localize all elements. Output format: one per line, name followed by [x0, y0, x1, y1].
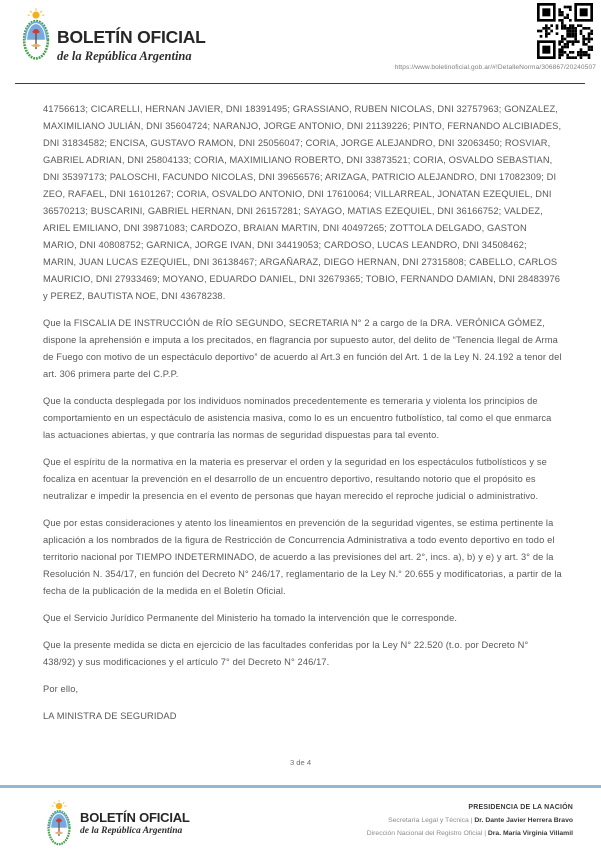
brand-title: BOLETÍN OFICIAL [80, 810, 190, 825]
header-brand [57, 29, 206, 64]
paragraph-fiscalia: Que la FISCALIA DE INSTRUCCIÓN de RÍO SEGUNDO, SECRETARIA N° 2 a cargo de la DRA. VERÓNICA GÓMEZ, dispone la aprehensión e imputa a los precitados, en flagrancia por supuesto autor, del delito de “Tenencia Ilegal de Arma de Fuego con motivo de un espectáculo deportivo” de acuerdo al Art.3 en función del Art. 1 de la Ley N. 24.192 a tenor del art. 306 primera parte del C.P.P. [43, 318, 562, 379]
paragraph-servicio-juridico: Que el Servicio Jurídico Permanente del Ministerio ha tomado la intervención que le corresponde. [43, 613, 458, 623]
footer-authorities [367, 804, 573, 837]
page-indicator: 3 de 4 [289, 758, 312, 767]
footer-brand [80, 811, 190, 836]
argentina-coat-of-arms-icon [19, 7, 53, 64]
paragraph-dni-list: 41756613; CICARELLI, HERNAN JAVIER, DNI 18391495; GRASSIANO, RUBEN NICOLAS, DNI 32757963; GONZALEZ, MAXIMILIANO JULIÁN, DNI 35604724; NARANJO, JORGE ANTONIO, DNI 21139226; PINTO, FERNANDO ALCIBIADES, DNI 31834582; ENCISA, GUSTAVO RAMON, DNI 25056047; CORIA, JORGE ALEJANDRO, DNI 32063450; ROSVIAR, GABRIEL ADRIAN, DNI 25804133; CORIA, MAXIMILIANO ROBERTO, DNI 33873521; CORIA, OSVALDO SEBASTIAN, DNI 35397173; PALOSCHI, FACUNDO NICOLAS, DNI 39656576; ARIZAGA, PATRICIO ALEJANDRO, DNI 17082309; DI ZEO, RAFAEL, DNI 16101267; CORIA, OSVALDO ANTONIO, DNI 17610064; VILLARREAL, JONATAN EZEQUIEL, DNI 36570213; BUSCARINI, GABRIEL HERNAN, DNI 26157281; SAYAGO, MATIAS EZEQUIEL, DNI 36166752; VALDEZ, ARIEL EMILIANO, DNI 39871083; CARDOZO, BRAIAN MARTIN, DNI 40497265; ZOTTOLA DELGADO, GASTON MARIO, DNI 40808752; GARNICA, JORGE IVAN, DNI 34419053; CARDOSO, LUCAS LEANDRO, DNI 34508462; MARIN, JUAN LUCAS EZEQUIEL, DNI 36138467; ARGAÑARAZ, DIEGO HERNAN, DNI 27315808; CABELLO, CARLOS MAURICIO, DNI 27933469; MOYANO, EDUARDO DANIEL, DNI 32679365; TOBIO, FERNANDO DAMIAN, DNI 28483976 y PEREZ, BAUTISTA NOE, DNI 43678238. [43, 104, 562, 301]
direccion-line [367, 830, 573, 837]
paragraph-ministra: LA MINISTRA DE SEGURIDAD [43, 711, 177, 721]
brand-title: BOLETÍN OFICIAL [57, 27, 206, 47]
footer-accent-bar [0, 785, 601, 788]
paragraph-restriccion: Que por estas consideraciones y atento los lineamientos en prevención de la seguridad vigentes, se estima pertinente la aplicación a los nombrados de la figura de Restricción de Concurrencia Administrativa a todo evento deportivo en todo el territorio nacional por TIEMPO INDETERMINADO, de acuerdo a las previsiones del art. 2°, incs. a), b) y e) y art. 3° de la Resolución N. 354/17, en función del Decreto N° 246/17, reglamentario de la Ley N.° 20.655 y modificatorias, a partir de la fecha de la publicación de la medida en el Boletín Oficial. [43, 518, 562, 596]
direccion-name: Dra. María Virginia Villamil [487, 830, 573, 837]
secretaria-line [367, 817, 573, 824]
header-divider [15, 83, 585, 84]
paragraph-facultades: Que la presente medida se dicta en ejercicio de las facultades conferidas por la Ley N° 22.520 (t.o. por Decreto N° 438/92) y sus modificaciones y el artículo 7° del Decreto N° 246/17. [43, 640, 529, 667]
norma-url: https://www.boletinoficial.gob.ar/#!DetalleNorma/306867/20240507 [394, 64, 596, 71]
brand-subtitle: de la República Argentina [80, 826, 183, 836]
brand-subtitle: de la República Argentina [57, 48, 192, 63]
paragraph-espiritu-normativa: Que el espíritu de la normativa en la materia es preservar el orden y la seguridad en los espectáculos futbolísticos y se focaliza en acentuar la prevención en el desarrollo de un encuentro deportivo, resultando notorio que el propósito es neutralizar e impedir la presencia en el evento de personas que hayan merecido el reproche judicial o administrativo. [43, 457, 547, 501]
paragraph-por-ello: Por ello, [43, 684, 79, 694]
paragraph-conducta: Que la conducta desplegada por los individuos nominados precedentemente es temeraria y violenta los principios de comportamiento en un espectáculo de asistencia masiva, como lo es un encuentro futbolístico, tal como el que enmarca las actuaciones abiertas, y que contraría las normas de seguridad dispuestas para tal evento. [43, 396, 552, 440]
presidencia-label: PRESIDENCIA DE LA NACIÓN [468, 804, 573, 811]
document-body [43, 101, 562, 735]
secretaria-label: Secretaría Legal y Técnica | [388, 817, 475, 824]
secretaria-name: Dr. Dante Javier Herrera Bravo [474, 817, 573, 824]
argentina-coat-of-arms-icon [44, 799, 74, 849]
qr-code-icon [537, 3, 593, 59]
direccion-label: Dirección Nacional del Registro Oficial | [366, 830, 488, 837]
